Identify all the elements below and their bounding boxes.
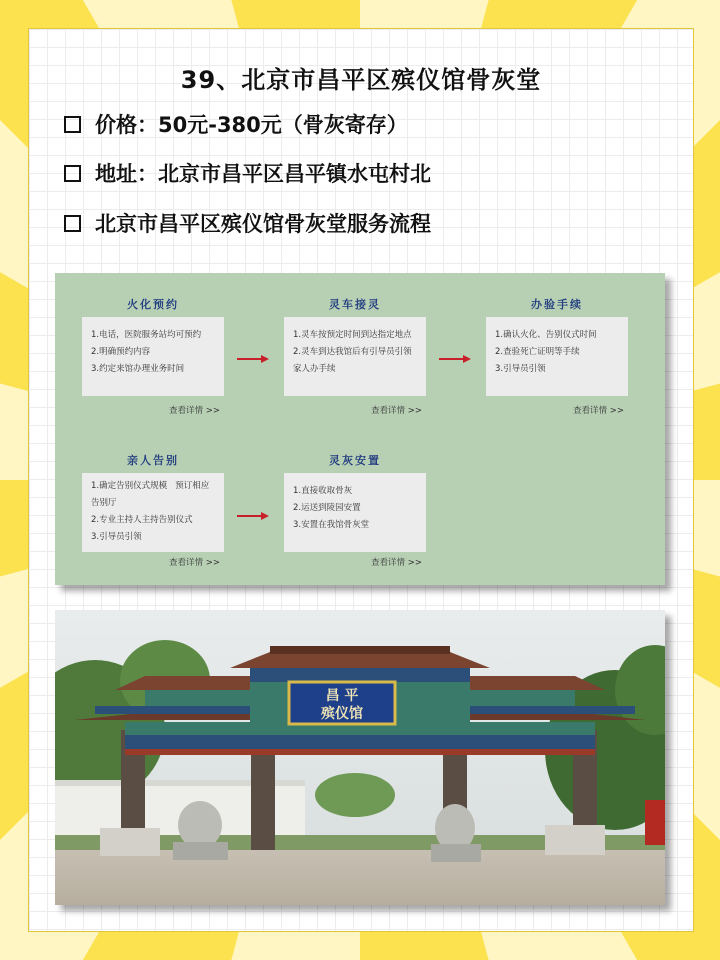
- step-line: 3.约定来馆办理业务时间: [91, 364, 185, 374]
- view-details-link[interactable]: 查看详情 >>: [573, 406, 624, 416]
- view-details-link[interactable]: 查看详情 >>: [169, 406, 220, 416]
- step-line: 3.引导员引领: [495, 364, 546, 374]
- step-line: 1.灵车按预定时间到达指定地点: [293, 330, 412, 340]
- step-details-box: [284, 473, 426, 552]
- step-line: 告别厅: [91, 498, 117, 508]
- step-line: 1.确定告别仪式规模 预订相应: [91, 481, 210, 491]
- view-details-link[interactable]: 查看详情 >>: [371, 558, 422, 568]
- step-title: 灵灰安置: [329, 454, 381, 467]
- step-details-box: [486, 317, 628, 396]
- step-title: 火化预约: [127, 298, 179, 311]
- step-line: 3.引导员引领: [91, 532, 142, 542]
- arrow-right-icon: [237, 512, 269, 520]
- step-line: 3.安置在我馆骨灰堂: [293, 520, 370, 530]
- flow-step-hearse-pickup: [284, 293, 426, 416]
- step-line: 2.查验死亡证明等手续: [495, 347, 580, 357]
- step-line: 家人办手续: [293, 364, 336, 374]
- step-details-box: [82, 317, 224, 396]
- step-line: 1.确认火化、告别仪式时间: [495, 330, 597, 340]
- flow-step-cremation-booking: [82, 293, 224, 416]
- plaque-line1: 昌 平: [325, 688, 359, 704]
- flow-step-ashes-placement: [284, 449, 426, 568]
- step-title: 亲人告别: [127, 454, 179, 467]
- step-title: 办验手续: [531, 298, 583, 311]
- checkbox-square-icon: [64, 165, 81, 182]
- checkbox-square-icon: [64, 215, 81, 232]
- arrow-right-icon: [439, 355, 471, 363]
- bullet-address: [64, 158, 431, 188]
- service-flow-diagram: [55, 273, 665, 585]
- flow-step-farewell: [82, 449, 224, 568]
- view-details-link[interactable]: 查看详情 >>: [371, 406, 422, 416]
- checkbox-square-icon: [64, 116, 81, 133]
- step-line: 2.专业主持人主持告别仪式: [91, 515, 193, 525]
- bullet-process: [64, 208, 431, 238]
- flow-step-procedures: [486, 293, 628, 416]
- step-line: 2.明确预约内容: [91, 347, 151, 357]
- step-details-box: [82, 473, 224, 552]
- page-title: 39、北京市昌平区殡仪馆骨灰堂: [180, 66, 542, 94]
- bullet-address-text: 地址：北京市昌平区昌平镇水屯村北: [95, 162, 431, 186]
- bullet-price: [64, 109, 408, 139]
- step-line: 2.运送到陵园安置: [293, 503, 361, 513]
- bullet-price-text: 价格：50元-380元（骨灰寄存）: [95, 113, 408, 137]
- bullet-process-text: 北京市昌平区殡仪馆骨灰堂服务流程: [95, 212, 431, 236]
- step-line: 2.灵车到达我馆后有引导员引领: [293, 347, 412, 357]
- step-details-box: [284, 317, 426, 396]
- step-title: 灵车接灵: [329, 298, 381, 311]
- step-line: 1.直接收取骨灰: [293, 486, 353, 496]
- step-line: 1.电话，医院服务站均可预约: [91, 330, 202, 340]
- plaque-line2: 殡仪馆: [321, 706, 363, 722]
- view-details-link[interactable]: 查看详情 >>: [169, 558, 220, 568]
- funeral-home-gate-photo: [55, 610, 665, 905]
- arrow-right-icon: [237, 355, 269, 363]
